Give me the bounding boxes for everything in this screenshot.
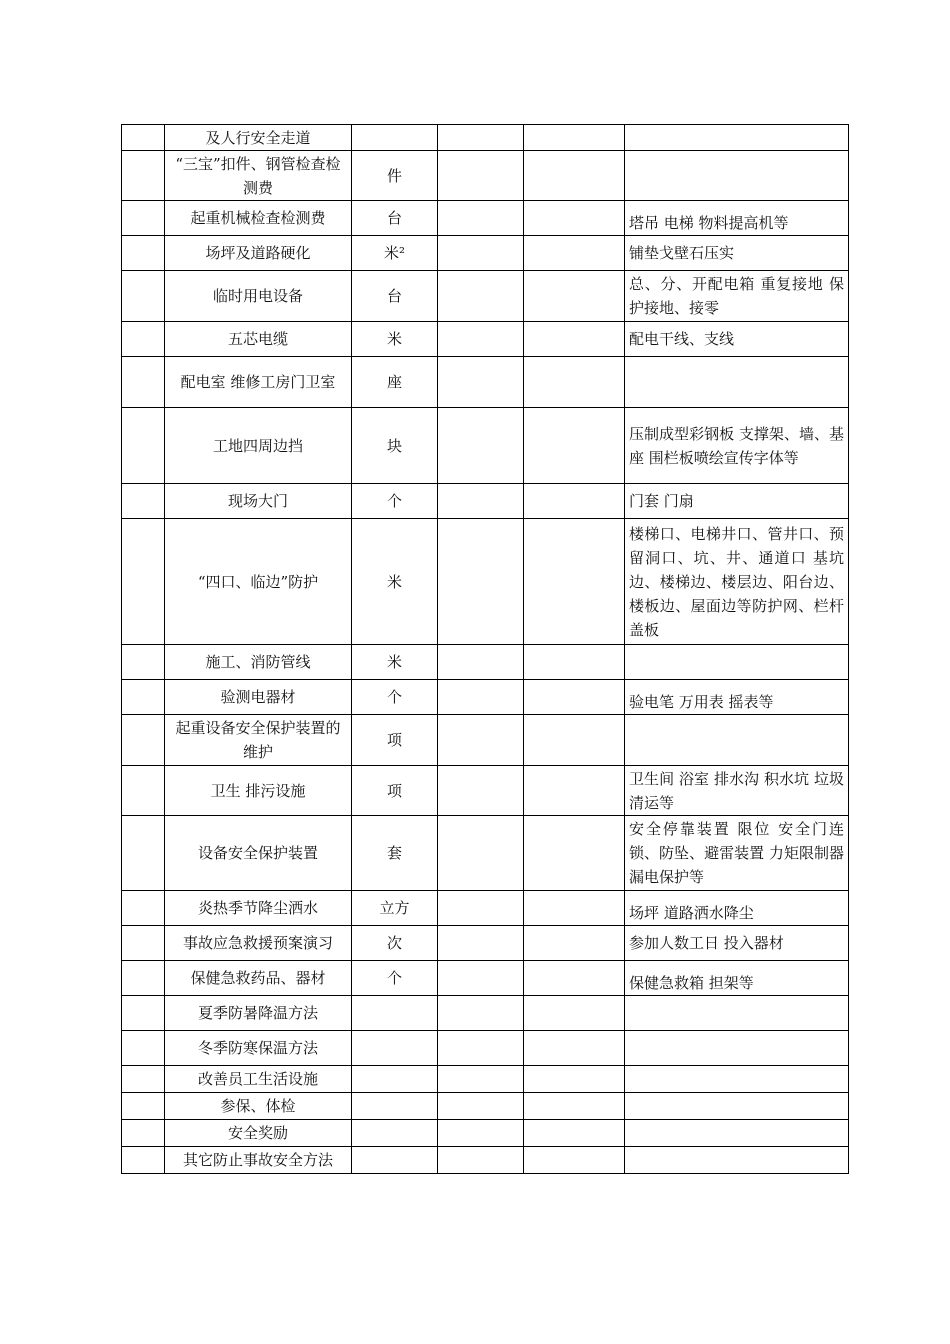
table-row	[122, 766, 849, 816]
quantity-cell	[438, 519, 524, 645]
safety-cost-table	[121, 124, 849, 1174]
index-cell	[122, 357, 165, 408]
unit-cell: 米	[352, 519, 438, 645]
item-name-cell: 其它防止事故安全方法	[165, 1147, 352, 1174]
item-name-cell: “三宝”扣件、钢管检查检测费	[165, 151, 352, 201]
index-cell	[122, 680, 165, 715]
index-cell	[122, 1066, 165, 1093]
item-name-cell: 事故应急救援预案演习	[165, 926, 352, 961]
amount-cell	[524, 1031, 625, 1066]
note-cell	[625, 357, 849, 408]
table-row	[122, 357, 849, 408]
unit-cell: 米	[352, 645, 438, 680]
table-row	[122, 816, 849, 891]
table-row	[122, 680, 849, 715]
index-cell	[122, 236, 165, 271]
item-name-cell: 炎热季节降尘洒水	[165, 891, 352, 926]
amount-cell	[524, 1120, 625, 1147]
table-row	[122, 715, 849, 766]
quantity-cell	[438, 1120, 524, 1147]
note-cell: 安全停靠装置 限位 安全门连锁、防坠、避雷装置 力矩限制器 漏电保护等	[625, 816, 849, 891]
note-cell: 场坪 道路洒水降尘	[625, 891, 849, 926]
quantity-cell	[438, 357, 524, 408]
quantity-cell	[438, 891, 524, 926]
unit-cell: 台	[352, 271, 438, 322]
quantity-cell	[438, 151, 524, 201]
index-cell	[122, 484, 165, 519]
item-name-cell: 现场大门	[165, 484, 352, 519]
amount-cell	[524, 125, 625, 151]
index-cell	[122, 996, 165, 1031]
quantity-cell	[438, 236, 524, 271]
index-cell	[122, 715, 165, 766]
item-name-cell: 工地四周边挡	[165, 408, 352, 484]
quantity-cell	[438, 1066, 524, 1093]
index-cell	[122, 1093, 165, 1120]
index-cell	[122, 201, 165, 236]
unit-cell: 个	[352, 961, 438, 996]
unit-cell	[352, 125, 438, 151]
index-cell	[122, 1031, 165, 1066]
amount-cell	[524, 236, 625, 271]
note-cell	[625, 1093, 849, 1120]
amount-cell	[524, 961, 625, 996]
quantity-cell	[438, 715, 524, 766]
note-cell	[625, 151, 849, 201]
note-cell	[625, 1147, 849, 1174]
table-row	[122, 125, 849, 151]
table-row	[122, 926, 849, 961]
amount-cell	[524, 1147, 625, 1174]
unit-cell	[352, 996, 438, 1031]
note-cell	[625, 125, 849, 151]
amount-cell	[524, 926, 625, 961]
item-name-cell: 卫生 排污设施	[165, 766, 352, 816]
amount-cell	[524, 271, 625, 322]
note-cell	[625, 645, 849, 680]
index-cell	[122, 408, 165, 484]
table-row	[122, 1147, 849, 1174]
unit-cell: 米²	[352, 236, 438, 271]
quantity-cell	[438, 484, 524, 519]
table-row	[122, 322, 849, 357]
note-cell: 门套 门扇	[625, 484, 849, 519]
quantity-cell	[438, 201, 524, 236]
note-cell: 配电干线、支线	[625, 322, 849, 357]
index-cell	[122, 519, 165, 645]
quantity-cell	[438, 1147, 524, 1174]
amount-cell	[524, 891, 625, 926]
item-name-cell: 冬季防寒保温方法	[165, 1031, 352, 1066]
amount-cell	[524, 1066, 625, 1093]
unit-cell: 件	[352, 151, 438, 201]
note-cell: 楼梯口、电梯井口、管井口、预留洞口、坑、井、通道口 基坑边、楼梯边、楼层边、阳台边、楼板边、屋面边等防护网、栏杆 盖板	[625, 519, 849, 645]
unit-cell: 套	[352, 816, 438, 891]
amount-cell	[524, 766, 625, 816]
note-cell	[625, 1066, 849, 1093]
quantity-cell	[438, 322, 524, 357]
quantity-cell	[438, 408, 524, 484]
note-cell: 总、分、开配电箱 重复接地 保护接地、接零	[625, 271, 849, 322]
index-cell	[122, 151, 165, 201]
unit-cell	[352, 1066, 438, 1093]
index-cell	[122, 926, 165, 961]
item-name-cell: 及人行安全走道	[165, 125, 352, 151]
amount-cell	[524, 484, 625, 519]
item-name-cell: 起重设备安全保护装置的维护	[165, 715, 352, 766]
unit-cell: 次	[352, 926, 438, 961]
item-name-cell: 改善员工生活设施	[165, 1066, 352, 1093]
table-row	[122, 891, 849, 926]
table-row	[122, 645, 849, 680]
amount-cell	[524, 1093, 625, 1120]
item-name-cell: 临时用电设备	[165, 271, 352, 322]
note-cell	[625, 996, 849, 1031]
index-cell	[122, 1120, 165, 1147]
table-row	[122, 996, 849, 1031]
note-cell: 保健急救箱 担架等	[625, 961, 849, 996]
unit-cell: 台	[352, 201, 438, 236]
table-row	[122, 201, 849, 236]
unit-cell: 项	[352, 715, 438, 766]
quantity-cell	[438, 766, 524, 816]
unit-cell: 个	[352, 680, 438, 715]
item-name-cell: 验测电器材	[165, 680, 352, 715]
quantity-cell	[438, 961, 524, 996]
item-name-cell: 设备安全保护装置	[165, 816, 352, 891]
item-name-cell: 起重机械检查检测费	[165, 201, 352, 236]
index-cell	[122, 645, 165, 680]
quantity-cell	[438, 926, 524, 961]
amount-cell	[524, 680, 625, 715]
table-row	[122, 151, 849, 201]
item-name-cell: 安全奖励	[165, 1120, 352, 1147]
quantity-cell	[438, 645, 524, 680]
item-name-cell: 五芯电缆	[165, 322, 352, 357]
amount-cell	[524, 151, 625, 201]
index-cell	[122, 961, 165, 996]
amount-cell	[524, 645, 625, 680]
amount-cell	[524, 715, 625, 766]
amount-cell	[524, 322, 625, 357]
index-cell	[122, 891, 165, 926]
table-row	[122, 519, 849, 645]
item-name-cell: “四口、临边”防护	[165, 519, 352, 645]
table-row	[122, 1093, 849, 1120]
quantity-cell	[438, 1093, 524, 1120]
unit-cell: 项	[352, 766, 438, 816]
table-row	[122, 1031, 849, 1066]
note-cell: 验电笔 万用表 摇表等	[625, 680, 849, 715]
table-row	[122, 271, 849, 322]
unit-cell: 座	[352, 357, 438, 408]
index-cell	[122, 271, 165, 322]
table-row	[122, 961, 849, 996]
quantity-cell	[438, 996, 524, 1031]
amount-cell	[524, 996, 625, 1031]
unit-cell: 米	[352, 322, 438, 357]
note-cell: 塔吊 电梯 物料提高机等	[625, 201, 849, 236]
unit-cell: 块	[352, 408, 438, 484]
unit-cell	[352, 1031, 438, 1066]
index-cell	[122, 816, 165, 891]
quantity-cell	[438, 271, 524, 322]
item-name-cell: 施工、消防管线	[165, 645, 352, 680]
item-name-cell: 配电室 维修工房门卫室	[165, 357, 352, 408]
note-cell: 压制成型彩钢板 支撑架、墙、基座 围栏板喷绘宣传字体等	[625, 408, 849, 484]
amount-cell	[524, 357, 625, 408]
table-row	[122, 236, 849, 271]
note-cell: 参加人数工日 投入器材	[625, 926, 849, 961]
quantity-cell	[438, 125, 524, 151]
table-body	[122, 125, 849, 1174]
quantity-cell	[438, 680, 524, 715]
item-name-cell: 夏季防暑降温方法	[165, 996, 352, 1031]
index-cell	[122, 766, 165, 816]
table-row	[122, 484, 849, 519]
amount-cell	[524, 408, 625, 484]
unit-cell	[352, 1120, 438, 1147]
quantity-cell	[438, 1031, 524, 1066]
amount-cell	[524, 519, 625, 645]
amount-cell	[524, 816, 625, 891]
note-cell	[625, 1120, 849, 1147]
note-cell	[625, 1031, 849, 1066]
item-name-cell: 场坪及道路硬化	[165, 236, 352, 271]
table-row	[122, 408, 849, 484]
table-row	[122, 1066, 849, 1093]
index-cell	[122, 125, 165, 151]
amount-cell	[524, 201, 625, 236]
note-cell: 铺垫戈壁石压实	[625, 236, 849, 271]
unit-cell	[352, 1147, 438, 1174]
item-name-cell: 参保、体检	[165, 1093, 352, 1120]
note-cell: 卫生间 浴室 排水沟 积水坑 垃圾清运等	[625, 766, 849, 816]
unit-cell	[352, 1093, 438, 1120]
unit-cell: 立方	[352, 891, 438, 926]
unit-cell: 个	[352, 484, 438, 519]
index-cell	[122, 1147, 165, 1174]
table-row	[122, 1120, 849, 1147]
note-cell	[625, 715, 849, 766]
quantity-cell	[438, 816, 524, 891]
index-cell	[122, 322, 165, 357]
item-name-cell: 保健急救药品、器材	[165, 961, 352, 996]
